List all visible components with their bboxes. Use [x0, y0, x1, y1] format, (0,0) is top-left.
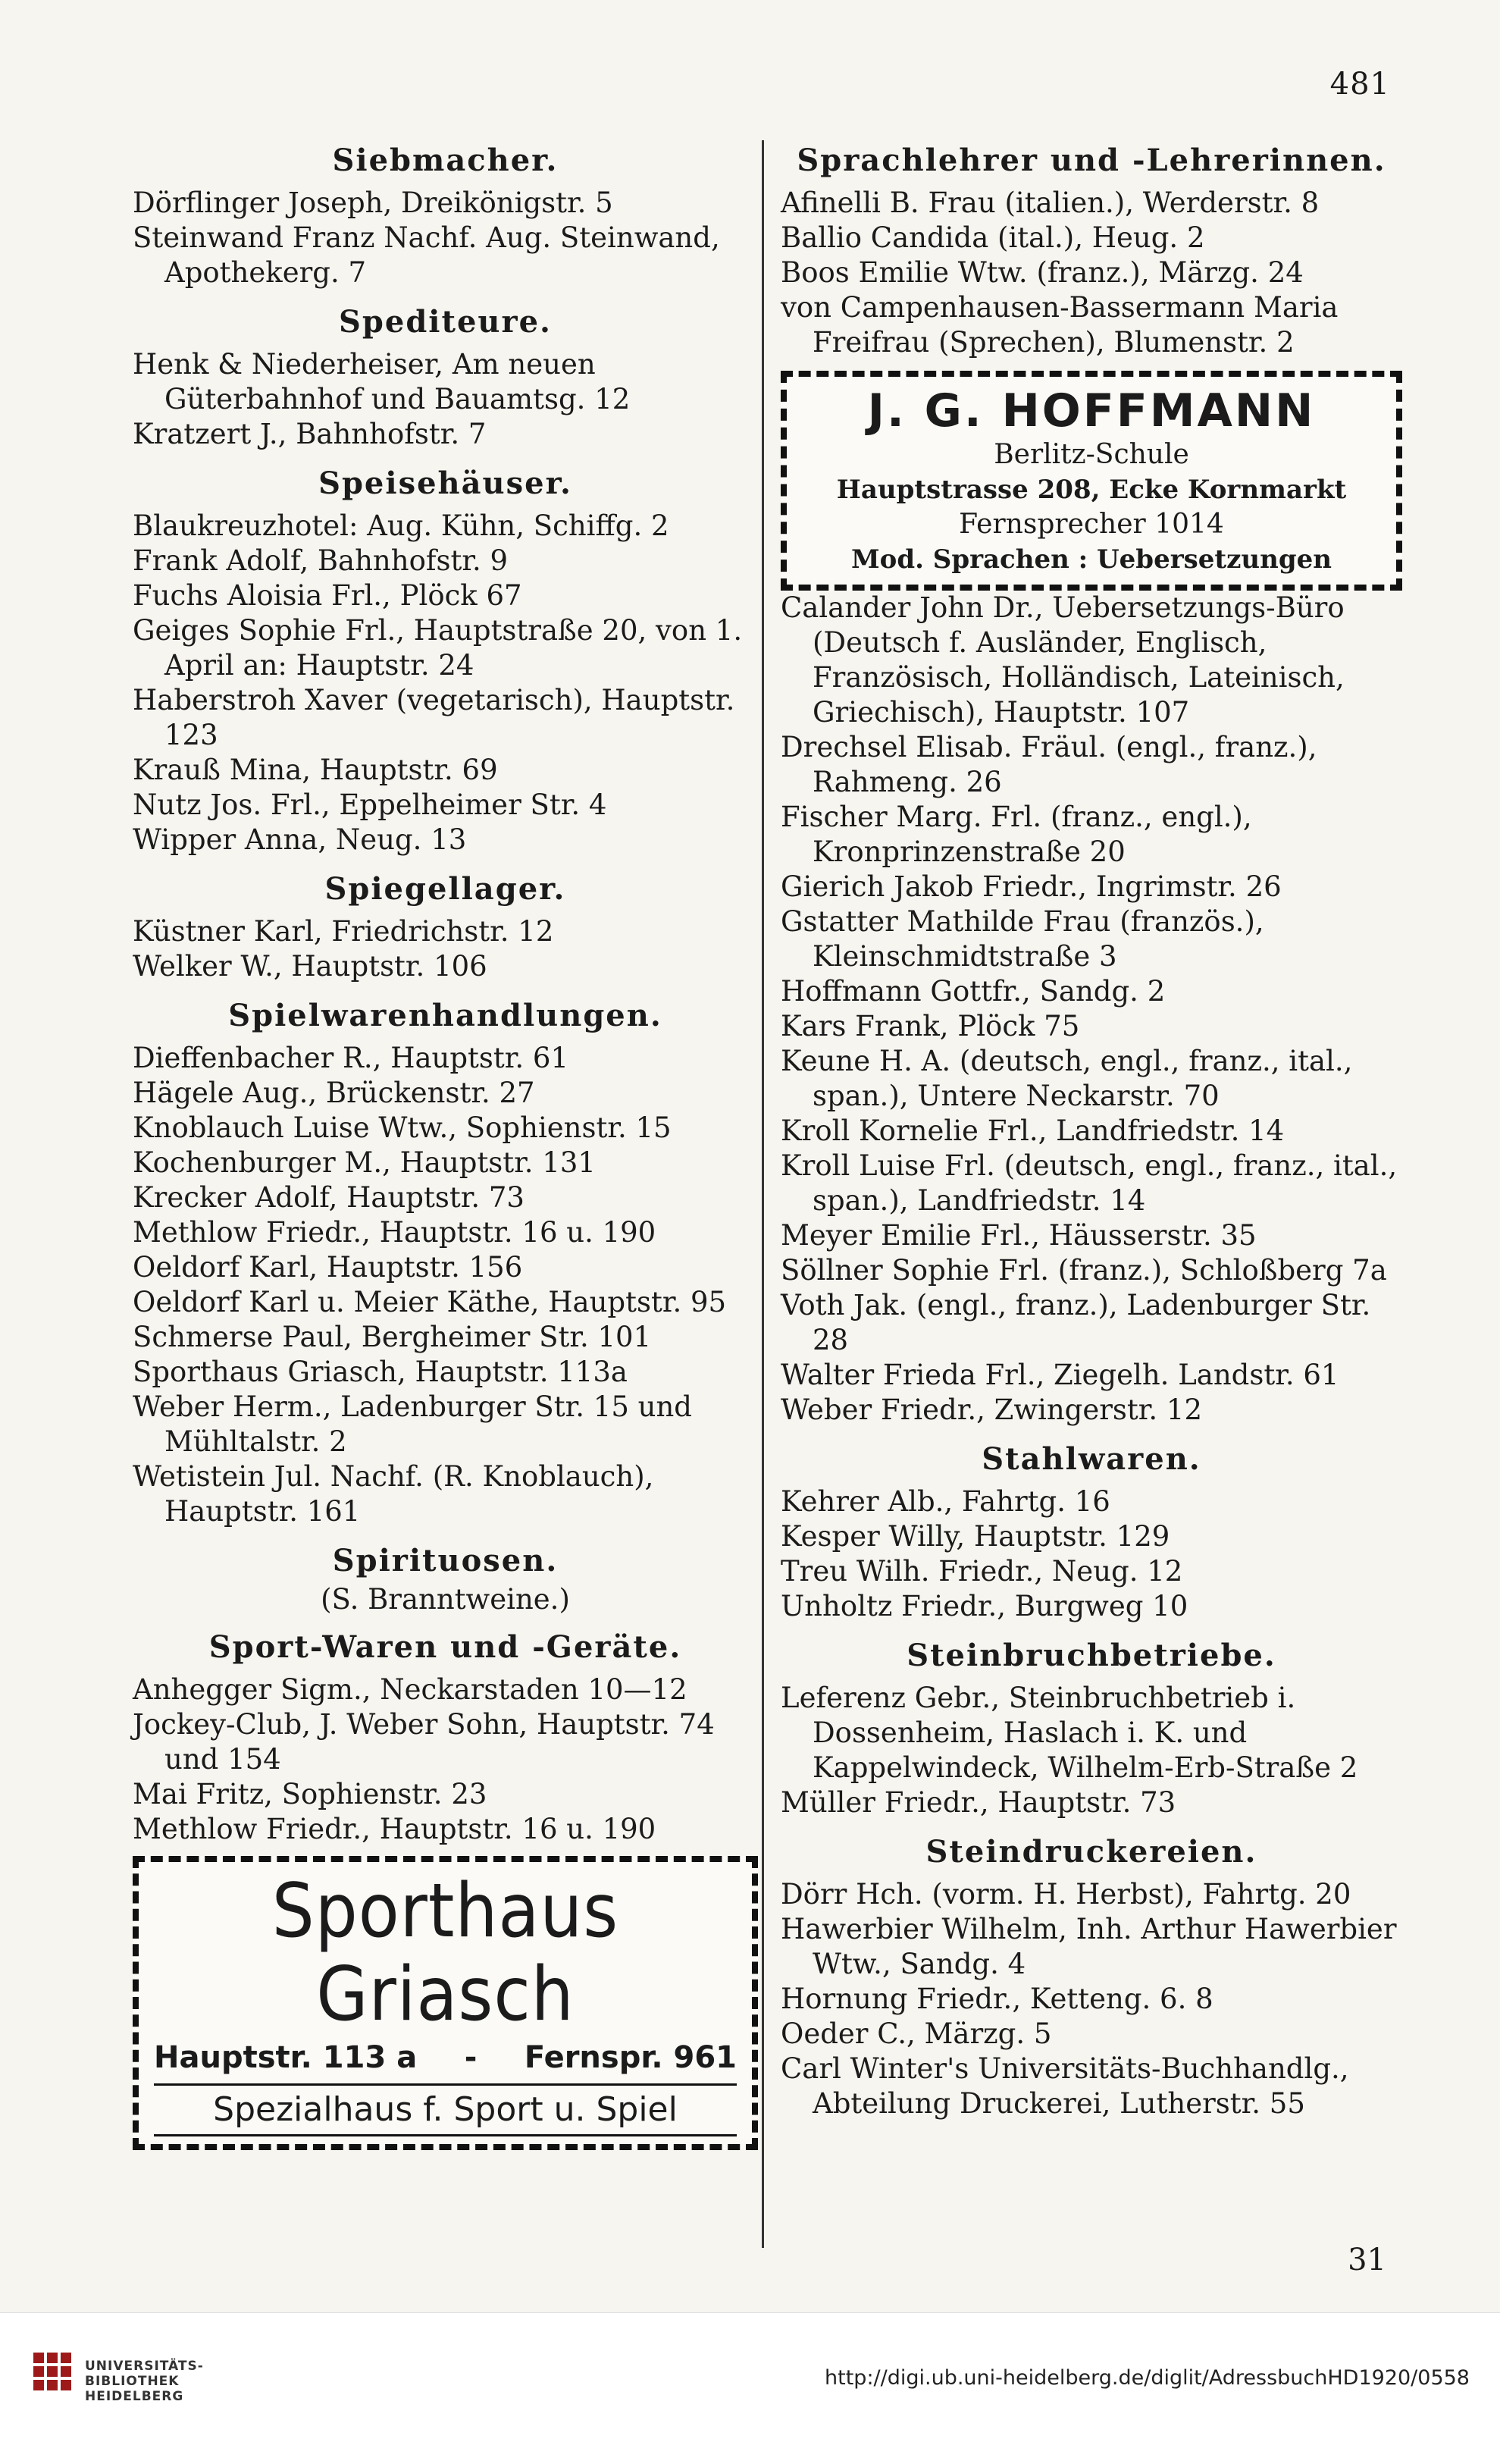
section-title: Steindruckereien. [925, 1834, 1257, 1870]
source-url-link[interactable]: http://digi.ub.uni-heidelberg.de/diglit/AdressbuchHD1920/0558 [825, 2366, 1470, 2390]
library-name [85, 2359, 204, 2404]
ad-address: Hauptstrasse 208, Ecke Kornmarkt [836, 475, 1347, 505]
sheet-number: 31 [1348, 2243, 1386, 2277]
directory-entry: Weber Herm., Ladenburger Str. 15 und Mühltalstr. 2 [133, 1390, 692, 1458]
directory-entry: Haberstroh Xaver (vegetarisch), Hauptstr. 123 [133, 684, 735, 751]
directory-entry: Meyer Emilie Frl., Häusserstr. 35 [781, 1219, 1257, 1252]
directory-entry: Hoffmann Gottfr., Sandg. 2 [781, 975, 1166, 1008]
ad-services: Mod. Sprachen : Uebersetzungen [851, 544, 1332, 575]
directory-entry: Unholtz Friedr., Burgweg 10 [781, 1590, 1188, 1622]
page-number: 481 [1329, 67, 1390, 102]
advertisement-hoffmann [781, 371, 1402, 591]
directory-entry: Oeder C., Märzg. 5 [781, 2017, 1052, 2050]
directory-entry: Anhegger Sigm., Neckarstaden 10—12 [133, 1673, 687, 1706]
directory-entry: Oeldorf Karl u. Meier Käthe, Hauptstr. 95 [133, 1286, 727, 1318]
right-column [781, 129, 1402, 2121]
directory-entry: Keune H. A. (deutsch, engl., franz., ital., span.), Untere Neckarstr. 70 [781, 1045, 1353, 1112]
directory-entry: Carl Winter's Universitäts-Buchhandlg., Abteilung Druckerei, Lutherstr. 55 [781, 2052, 1349, 2120]
ad-contact-row [154, 2036, 737, 2079]
ad-phone: Fernsprecher 1014 [959, 509, 1224, 540]
directory-entry: Fuchs Aloisia Frl., Plöck 67 [133, 579, 522, 612]
library-name-line2: BIBLIOTHEK [85, 2374, 180, 2389]
directory-entry: Leferenz Gebr., Steinbruchbetrieb i. Dossenheim, Haslach i. K. und Kappelwindeck, Wilhelm-Erb-Straße 2 [781, 1682, 1358, 1784]
library-name-line3: HEIDELBERG [85, 2389, 184, 2404]
directory-entry: Hawerbier Wilhelm, Inh. Arthur Hawerbier Wtw., Sandg. 4 [781, 1913, 1397, 1980]
directory-entry: Schmerse Paul, Bergheimer Str. 101 [133, 1321, 652, 1353]
directory-entry: Ballio Candida (ital.), Heug. 2 [781, 221, 1205, 254]
directory-entry: Hägele Aug., Brückenstr. 27 [133, 1077, 535, 1109]
section-title: Stahlwaren. [982, 1441, 1201, 1477]
directory-entry: Frank Adolf, Bahnhofstr. 9 [133, 544, 509, 577]
directory-entry: Küstner Karl, Friedrichstr. 12 [133, 915, 554, 948]
section-title: Spediteure. [339, 304, 552, 340]
directory-entry: Mai Fritz, Sophienstr. 23 [133, 1778, 487, 1810]
ad-school: Berlitz-Schule [994, 439, 1189, 470]
directory-entry: Krauß Mina, Hauptstr. 69 [133, 754, 498, 786]
directory-entry: Gierich Jakob Friedr., Ingrimstr. 26 [781, 870, 1282, 903]
directory-entry: Hornung Friedr., Ketteng. 6. 8 [781, 1983, 1213, 2015]
section-title: Speisehäuser. [318, 466, 572, 501]
section-title: Siebmacher. [332, 143, 559, 178]
ad-business-name: J. G. HOFFMANN [867, 384, 1316, 437]
column-divider [762, 140, 764, 2248]
directory-entry: Kratzert J., Bahnhofstr. 7 [133, 418, 487, 450]
section-title: Sprachlehrer und -Lehrerinnen. [797, 143, 1386, 178]
directory-entry: Kesper Willy, Hauptstr. 129 [781, 1520, 1170, 1553]
advertisement-sporthaus [133, 1856, 758, 2150]
directory-entry: von Campenhausen-Bassermann Maria Freifrau (Sprechen), Blumenstr. 2 [781, 291, 1339, 359]
directory-entry: Kroll Luise Frl. (deutsch, engl., franz., ital., span.), Landfriedstr. 14 [781, 1149, 1398, 1217]
ad-separator: - [464, 2040, 478, 2075]
directory-entry: Kars Frank, Plöck 75 [781, 1010, 1080, 1042]
directory-entry: Dieffenbacher R., Hauptstr. 61 [133, 1042, 568, 1074]
section-title: Spielwarenhandlungen. [228, 998, 662, 1033]
directory-entry: Kochenburger M., Hauptstr. 131 [133, 1146, 596, 1179]
directory-entry: Nutz Jos. Frl., Eppelheimer Str. 4 [133, 788, 607, 821]
directory-entry: Dörr Hch. (vorm. H. Herbst), Fahrtg. 20 [781, 1878, 1351, 1911]
directory-entry: Voth Jak. (engl., franz.), Ladenburger Str. 28 [781, 1289, 1371, 1356]
directory-entry: Weber Friedr., Zwingerstr. 12 [781, 1393, 1203, 1426]
library-logo-icon [30, 2350, 76, 2395]
viewer-footer [0, 2312, 1500, 2464]
directory-entry: Wetistein Jul. Nachf. (R. Knoblauch), Hauptstr. 161 [133, 1460, 654, 1528]
directory-entry: Jockey-Club, J. Weber Sohn, Hauptstr. 74 und 154 [133, 1708, 715, 1776]
directory-entry: Gstatter Mathilde Frau (französ.), Kleinschmidtstraße 3 [781, 905, 1264, 973]
directory-entry: Treu Wilh. Friedr., Neug. 12 [781, 1555, 1183, 1588]
directory-entry: Calander John Dr., Uebersetzungs-Büro (Deutsch f. Ausländer, Englisch, Französisch, Holländisch, Lateinisch, Griechisch), Hauptstr. 107 [781, 591, 1345, 729]
directory-entry: Welker W., Hauptstr. 106 [133, 950, 487, 983]
directory-entry: Methlow Friedr., Hauptstr. 16 u. 190 [133, 1216, 656, 1249]
section-subtitle: (S. Branntweine.) [321, 1583, 570, 1616]
directory-entry: Oeldorf Karl, Hauptstr. 156 [133, 1251, 523, 1284]
section-title: Spiegellager. [324, 871, 566, 907]
section-title: Sport-Waren und -Geräte. [208, 1629, 682, 1665]
directory-entry: Sporthaus Griasch, Hauptstr. 113a [133, 1356, 628, 1388]
directory-entry: Afinelli B. Frau (italien.), Werderstr. 8 [781, 187, 1320, 219]
directory-entry: Steinwand Franz Nachf. Aug. Steinwand, Apothekerg. 7 [133, 221, 720, 289]
directory-entry: Blaukreuzhotel: Aug. Kühn, Schiffg. 2 [133, 509, 669, 542]
directory-entry: Knoblauch Luise Wtw., Sophienstr. 15 [133, 1111, 672, 1144]
directory-entry: Henk & Niederheiser, Am neuen Güterbahnhof und Bauamtsg. 12 [133, 348, 631, 415]
directory-entry: Krecker Adolf, Hauptstr. 73 [133, 1181, 525, 1214]
directory-entry: Müller Friedr., Hauptstr. 73 [781, 1786, 1176, 1819]
ad-phone: Fernspr. 961 [524, 2040, 737, 2075]
ad-business-name: Sporthaus Griasch [271, 1868, 619, 2038]
section-title: Spirituosen. [332, 1543, 559, 1578]
library-name-line1: UNIVERSITÄTS- [85, 2359, 204, 2374]
left-column [133, 129, 758, 2150]
ad-tagline: Spezialhaus f. Sport u. Spiel [154, 2083, 737, 2136]
directory-entry: Kroll Kornelie Frl., Landfriedstr. 14 [781, 1114, 1285, 1147]
directory-entry: Geiges Sophie Frl., Hauptstraße 20, von 1. April an: Hauptstr. 24 [133, 614, 743, 682]
directory-entry: Methlow Friedr., Hauptstr. 16 u. 190 [133, 1813, 656, 1845]
directory-entry: Söllner Sophie Frl. (franz.), Schloßberg 7a [781, 1254, 1387, 1287]
directory-entry: Fischer Marg. Frl. (franz., engl.), Kronprinzenstraße 20 [781, 801, 1252, 868]
directory-entry: Drechsel Elisab. Fräul. (engl., franz.), Rahmeng. 26 [781, 731, 1317, 798]
ad-address: Hauptstr. 113 a [154, 2040, 418, 2075]
directory-entry: Kehrer Alb., Fahrtg. 16 [781, 1485, 1110, 1518]
directory-entry: Wipper Anna, Neug. 13 [133, 823, 467, 856]
section-title: Steinbruchbetriebe. [907, 1638, 1276, 1673]
directory-entry: Walter Frieda Frl., Ziegelh. Landstr. 61 [781, 1359, 1339, 1391]
directory-entry: Dörflinger Joseph, Dreikönigstr. 5 [133, 187, 613, 219]
directory-entry: Boos Emilie Wtw. (franz.), Märzg. 24 [781, 256, 1304, 289]
